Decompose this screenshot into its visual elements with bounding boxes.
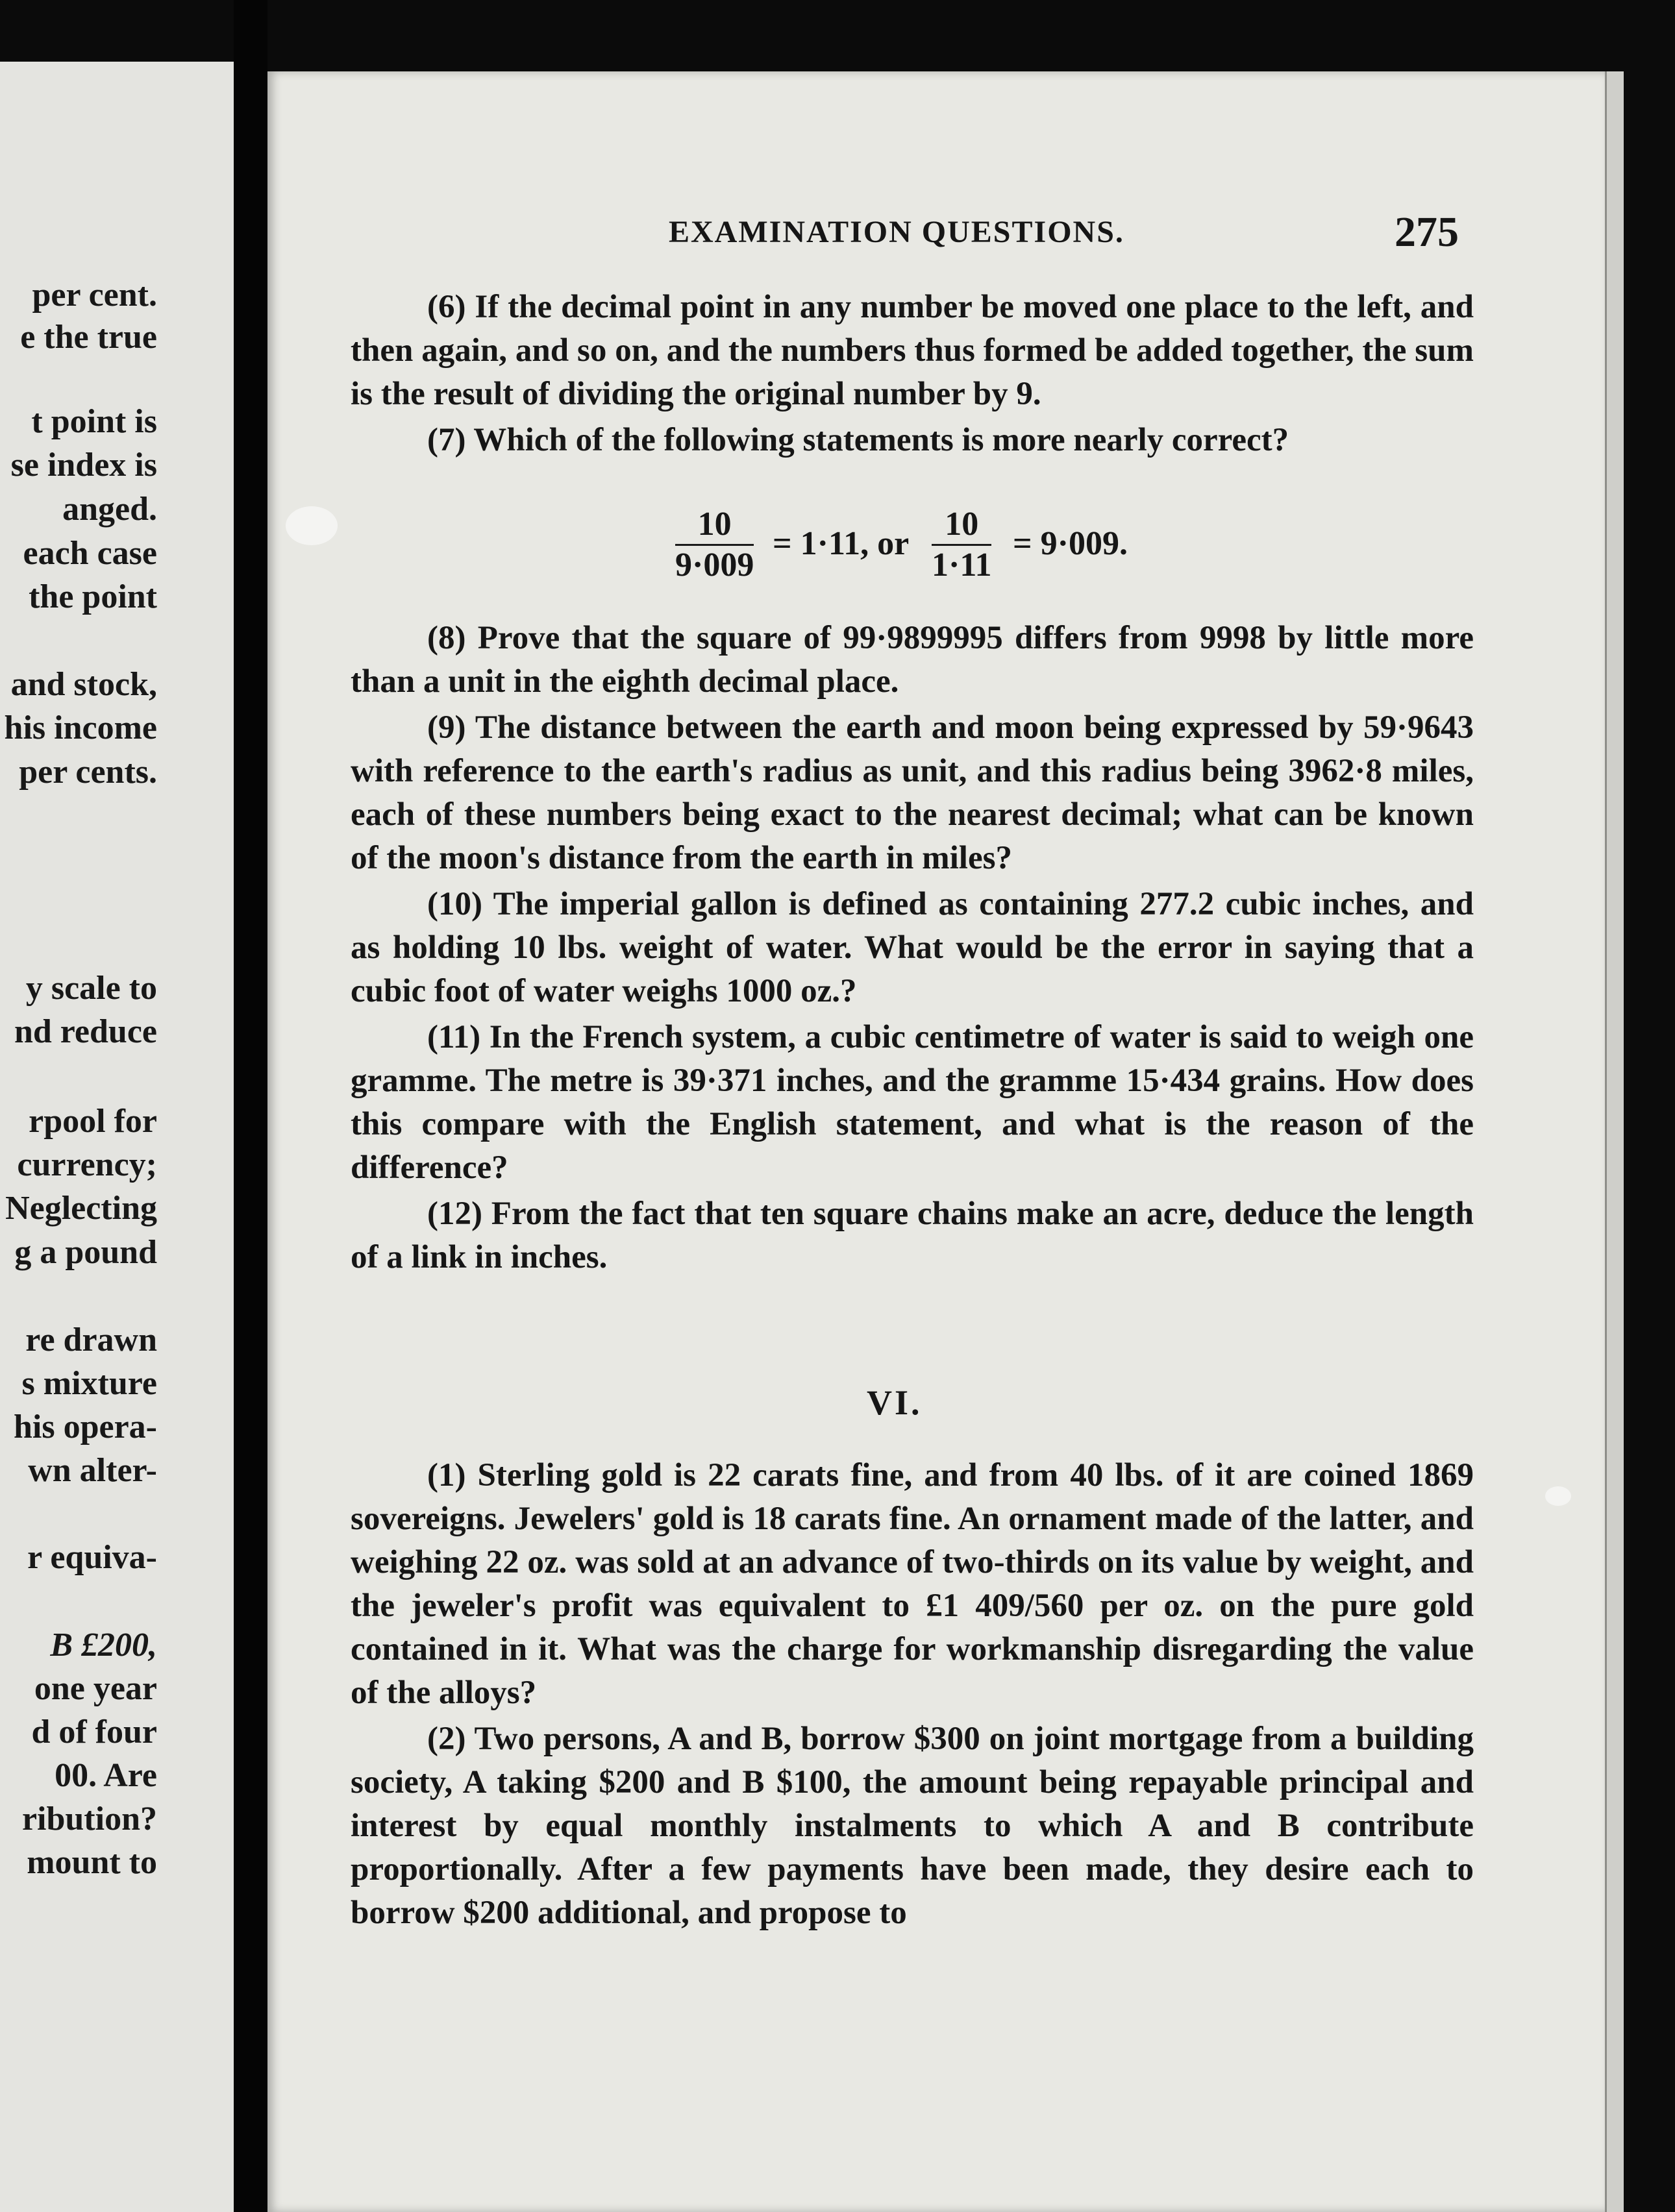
question-12: (12) From the fact that ten square chains make an acre, deduce the length of a link in inches.: [351, 1196, 1474, 1275]
fraction-1-result: = 1·11, or: [773, 525, 910, 562]
question-8: (8) Prove that the square of 99·9899995 differs from 9998 by little more than a unit in the eighth decimal place.: [351, 620, 1474, 700]
book-gutter: [234, 0, 267, 2212]
equation: [675, 506, 1195, 584]
fraction-1-numerator: 10: [675, 506, 754, 546]
left-page-line: ribution?: [21, 1800, 157, 1837]
fraction-1: [675, 506, 754, 584]
left-page-line: re drawn: [25, 1321, 157, 1358]
fraction-2: [932, 506, 991, 584]
scan-blemish: [1545, 1486, 1571, 1506]
left-page-line: mount to: [27, 1844, 157, 1881]
left-page-line: s mixture: [21, 1365, 157, 1402]
left-page-line: per cent.: [32, 276, 157, 313]
page-edge: [1605, 71, 1624, 2212]
question-11: (11) In the French system, a cubic centimetre of water is said to weigh one gramme. The metre is 39·371 inches, and the gramme 15·434 grains. How does this compare with the English statement, and what is the reason of the difference?: [351, 1019, 1474, 1186]
left-page-line: each case: [23, 535, 157, 572]
left-page-line: nd reduce: [14, 1013, 157, 1050]
left-page-line: B £200,: [50, 1627, 157, 1664]
section-heading: VI.: [867, 1383, 923, 1422]
left-page-line: rpool for: [29, 1103, 157, 1140]
left-page-line: d of four: [31, 1714, 157, 1751]
left-page-line: 00. Are: [55, 1757, 157, 1794]
left-page-line: t point is: [31, 403, 157, 440]
left-page-line: currency;: [17, 1146, 157, 1183]
left-page-line: g a pound: [14, 1234, 157, 1271]
section-6-question-2: (2) Two persons, A and B, borrow $300 on joint mortgage from a building society, A taking $200 and B $100, the amount being repayable principal and interest by equal monthly instalments to which A and B contribute proportionally. After a few payments have been made, they desire each to borrow $200 additional, and propose to: [351, 1721, 1474, 1931]
question-7: (7) Which of the following statements is more nearly correct?: [427, 422, 1289, 458]
fraction-2-denominator: 1·11: [932, 547, 992, 584]
left-page-line: per cents.: [19, 754, 157, 791]
question-9: (9) The distance between the earth and moon being expressed by 59·9643 with reference to the earth's radius as unit, and this radius being 3962·8 miles, each of these numbers being exact to the nearest decimal; what can be known of the moon's distance from the earth in miles?: [351, 709, 1474, 876]
left-page-line: wn alter-: [28, 1452, 157, 1489]
question-6: (6) If the decimal point in any number be moved one place to the left, and then again, and so on, and the numbers thus formed be added together, the sum is the result of dividing the original number by 9.: [351, 289, 1474, 412]
question-10: (10) The imperial gallon is defined as containing 277.2 cubic inches, and as holding 10 lbs. weight of water. What would be the error in saying that a cubic foot of water weighs 1000 oz.?: [351, 886, 1474, 1009]
left-page-line: e the true: [20, 319, 157, 356]
left-page-line: his opera-: [14, 1408, 157, 1445]
left-page-line: the point: [29, 578, 157, 615]
running-head: EXAMINATION QUESTIONS.: [669, 215, 1124, 249]
section-6-questions: [351, 1454, 1474, 1935]
fraction-2-numerator: 10: [932, 506, 991, 546]
scan-blemish: [286, 506, 338, 545]
left-page-line: r equiva-: [27, 1539, 157, 1576]
left-page-line: y scale to: [25, 970, 157, 1007]
previous-page: [0, 62, 236, 2212]
left-page-line: his income: [4, 709, 157, 746]
left-page-line: Neglecting: [5, 1190, 157, 1227]
questions-6-7: [351, 286, 1474, 462]
section-6-question-1: (1) Sterling gold is 22 carats fine, and from 40 lbs. of it are coined 1869 sovereigns. Jewelers' gold is 18 carats fine. An ornament made of the latter, and weighing 22 oz. was sold at an advance of two-thirds on its value by weight, and the jeweler's profit was equivalent to £1 409/560 per oz. on the pure gold contained in it. What was the charge for workmanship disregarding the value of the alloys?: [351, 1457, 1474, 1711]
left-page-line: one year: [34, 1670, 157, 1707]
fraction-2-result: = 9·009.: [1013, 525, 1128, 562]
questions-8-12: [351, 617, 1474, 1279]
left-page-line: and stock,: [10, 666, 157, 703]
left-page-line: anged.: [62, 491, 157, 528]
left-page-line: se index is: [10, 447, 157, 484]
fraction-1-denominator: 9·009: [675, 547, 754, 584]
page-number: 275: [1395, 208, 1459, 256]
